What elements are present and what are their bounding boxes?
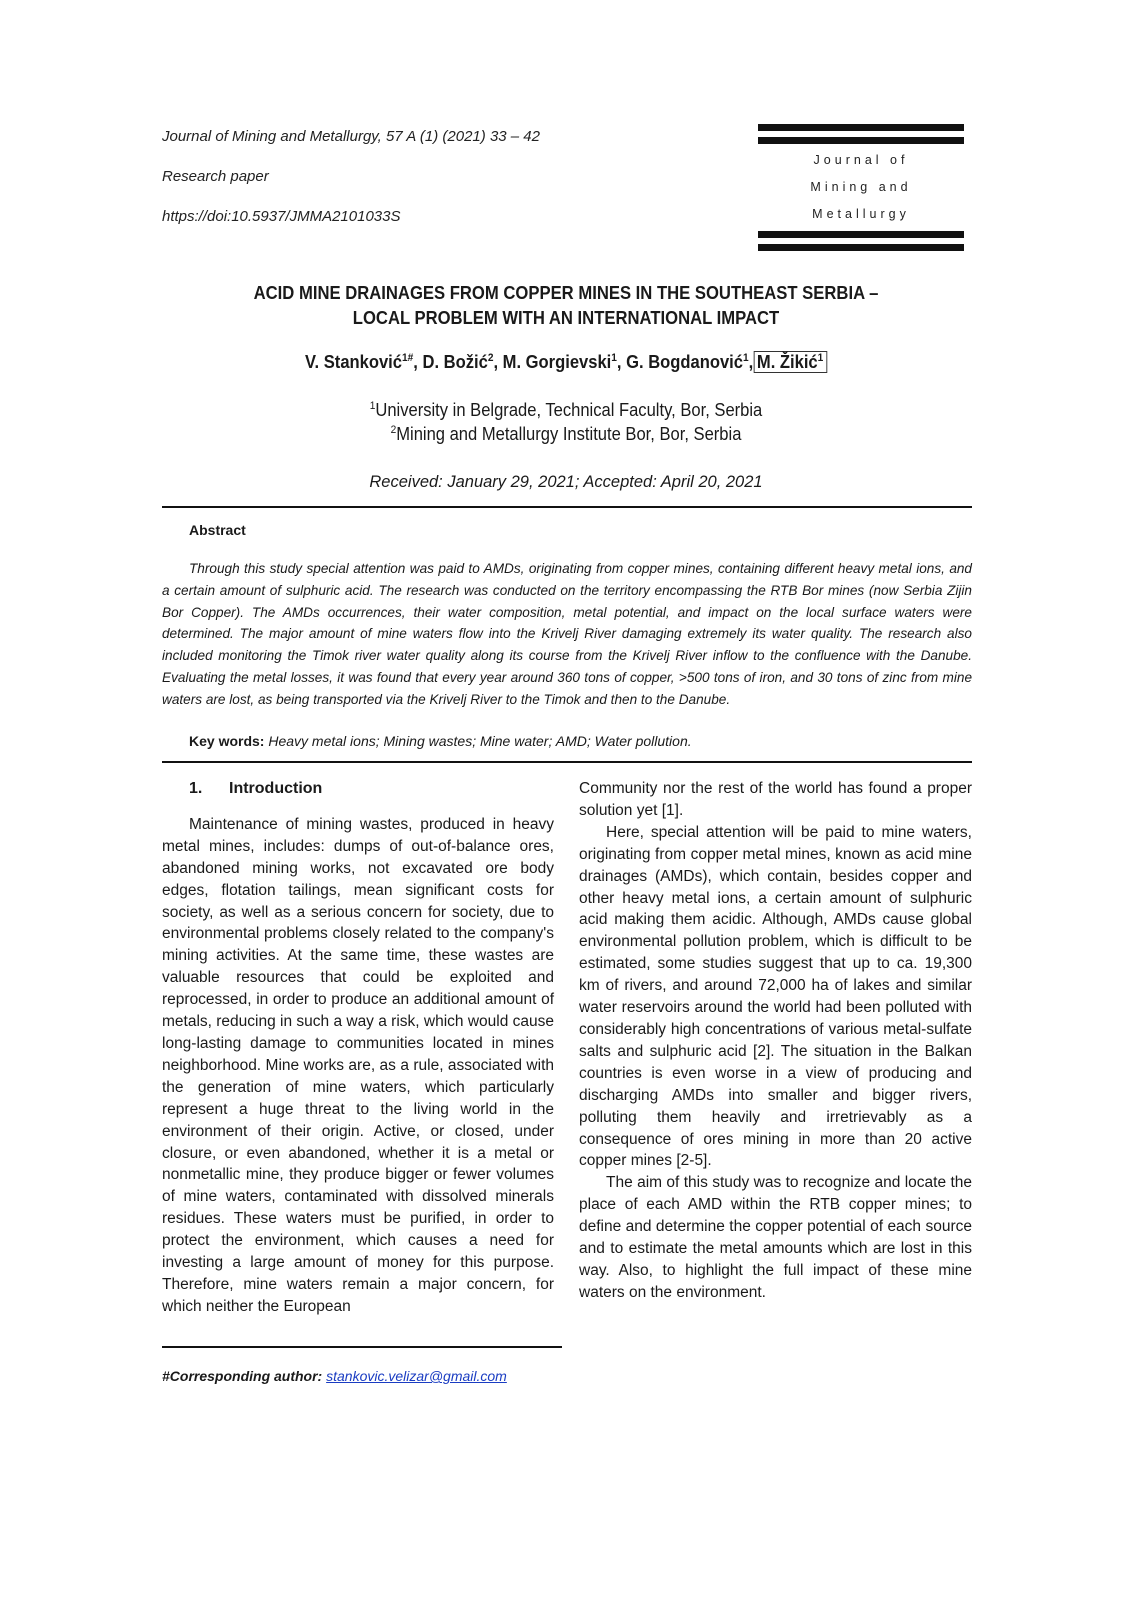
received-date: Received: January 29, 2021; Accepted: April 20, 2021 <box>369 473 763 491</box>
author-name: M. Žikić <box>756 352 818 372</box>
footnote <box>162 1368 507 1384</box>
keywords-text: Heavy metal ions; Mining wastes; Mine water; AMD; Water pollution. <box>268 733 692 749</box>
author-name: G. Bogdanović <box>626 352 743 372</box>
section-number: 1. <box>189 780 203 797</box>
divider-bottom <box>162 761 972 763</box>
abstract-heading: Abstract <box>189 522 246 538</box>
logo-bar-bottom-2 <box>758 244 964 251</box>
logo-bar-top-2 <box>758 137 964 144</box>
author-sup: 1# <box>401 352 414 364</box>
author-name: D. Božić <box>422 352 488 372</box>
affiliation-1 <box>192 400 939 421</box>
divider-top <box>162 506 972 508</box>
logo-bar-bottom-1 <box>758 231 964 238</box>
logo-line-3: Metallurgy <box>812 207 910 221</box>
author-sup: 1 <box>611 352 617 364</box>
body-paragraph: The aim of this study was to recognize and locate the place of each AMD within the RTB copper mines; to define and determine the copper potential of each source and to estimate the metal amounts which are lost in this way. Also, to highlight the full impact of these mine waters on the environment. <box>579 1174 972 1301</box>
body-paragraph: Here, special attention will be paid to mine waters, originating from copper metal mines, known as acid mine drainages (AMDs), which contain, besides copper and other heavy metal ions, a certain amount of sulphuric acid making them acidic. Although, AMDs cause global environmental pollution problem, which is difficult to be estimated, some studies suggest that up to ca. 19,300 km of rivers, and around 72,000 ha of lakes and similar water reservoirs around the world had been polluted with considerably high concentrations of various metal-sulfate salts and sulphuric acid [2]. The situation in the Balkan countries is even worse in a view of producing and discharging AMDs into smaller and bigger rivers, polluting them heavily and irretrievably as a consequence of ores mining in more than 20 active copper mines [2-5]. <box>579 823 972 1170</box>
author-sup: 1 <box>817 352 824 364</box>
logo-line-2: Mining and <box>810 180 912 194</box>
logo-line-1: Journal of <box>813 153 909 167</box>
affiliation-sup: 2 <box>390 424 397 436</box>
body-paragraph: Maintenance of mining wastes, produced in heavy metal mines, includes: dumps of out-of-balance ores, abandoned mining works, not excavated ore body edges, flotation tailings, mean significant costs for society, as well as a serious concern for society, due to environmental problems closely related to the company's mining activities. At the same time, these wastes are valuable resources that could be exploited and reprocessed, in order to produce an additional amount of metals, reducing in such a way a risk, which would cause long-lasting damage to communities located in mines neighborhood. Mine works are, as a rule, associated with the generation of mine waters, which particularly represent a huge threat to the living world in the environment of their origin. Active, or closed, under closure, or even abandoned, whether it is a metal or nonmetallic mine, they produce bigger or fewer volumes of mine waters, contaminated with dissolved minerals residues. These waters must be purified, in order to protect the environment, which causes a need for investing a large amount of money for this purpose. Therefore, mine waters remain a major concern, for which neither the European <box>162 815 554 1315</box>
keywords-label: Key words: <box>189 733 265 749</box>
author-highlight-box <box>753 351 827 373</box>
section-title: Introduction <box>229 780 323 797</box>
affiliation-text: Mining and Metallurgy Institute Bor, Bor, Serbia <box>396 424 742 444</box>
footnote-divider <box>162 1346 562 1348</box>
paper-title-line-1: ACID MINE DRAINAGES FROM COPPER MINES IN THE SOUTHEAST SERBIA – <box>253 282 879 303</box>
author-sup: 2 <box>487 352 494 364</box>
section-heading <box>162 778 554 800</box>
left-column <box>162 778 554 1318</box>
author-list: V. Stanković$^{1\#}$, D. Božić$^2$, M. Gorgievski$^1$, G. Bogdanović$^1$, M. Žikić$^1$ <box>192 352 939 373</box>
right-column <box>579 778 972 1304</box>
logo-bar-top-1 <box>758 124 964 131</box>
affiliation-sup: 1 <box>369 400 376 412</box>
journal-citation: Journal of Mining and Metallurgy, 57 A (1) (2021) 33 – 42 <box>162 128 540 145</box>
affiliation-text: University in Belgrade, Technical Faculty, Bor, Serbia <box>375 400 763 420</box>
doi: https://doi:10.5937/JMMA2101033S <box>162 208 401 225</box>
keywords <box>189 733 692 749</box>
author-name: V. Stanković <box>305 352 402 372</box>
paper-title-line-2: LOCAL PROBLEM WITH AN INTERNATIONAL IMPACT <box>352 307 780 328</box>
affiliation-2 <box>192 424 939 445</box>
author-sup: 1 <box>742 352 749 364</box>
author-name: M. Gorgievski <box>502 352 612 372</box>
abstract-text: Through this study special attention was paid to AMDs, originating from copper mines, containing different heavy metal ions, and a certain amount of sulphuric acid. The research was conducted on the territory encompassing the RTB Bor mines (now Serbia Zijin Bor Copper). The AMDs occurrences, their water composition, metal potential, and impact on the local surface waters were determined. The major amount of mine waters flow into the Krivelj River damaging extremely its water quality. The research also included monitoring the Timok river water quality along its course from the Krivelj River inflow to the confluence with the Danube. Evaluating the metal losses, it was found that every year around 360 tons of copper, >500 tons of iron, and 30 tons of zinc from mine waters are lost, as being transported via the Krivelj River to the Timok and then to the Danube. <box>162 561 972 707</box>
author-email-link[interactable]: stankovic.velizar@gmail.com <box>326 1368 507 1384</box>
body-paragraph: Community nor the rest of the world has found a proper solution yet [1]. <box>579 780 972 819</box>
paper-type: Research paper <box>162 168 269 185</box>
footnote-label: #Corresponding author: <box>162 1368 323 1384</box>
